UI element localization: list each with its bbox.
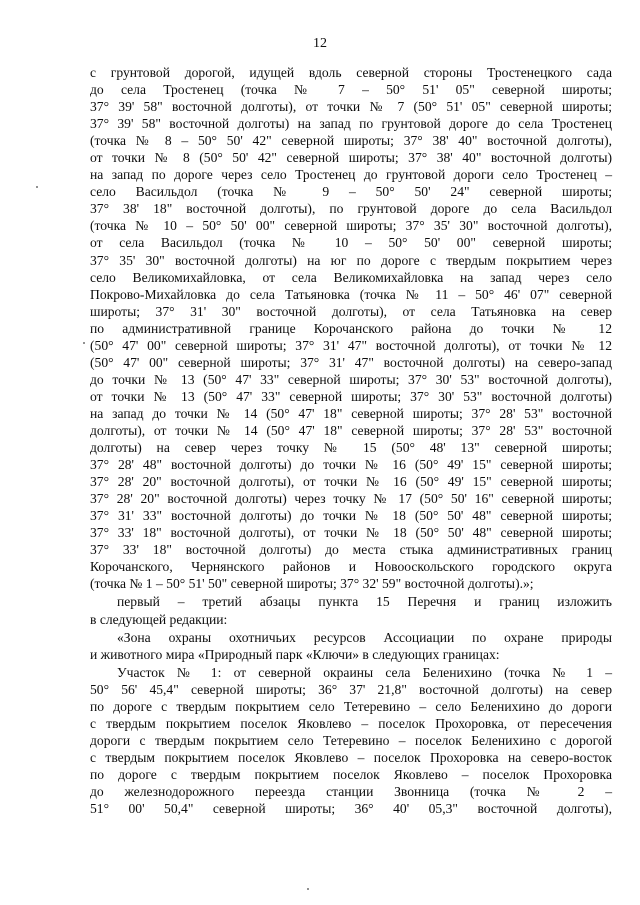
text-line: Участок № 1: от северной окраины села Беленихино (точка № 1 – bbox=[117, 664, 612, 680]
text-line: 37° 33' 18" восточной долготы), от точки № 18 (50° 50' 48" северной широты; bbox=[90, 525, 612, 541]
text-line: с твердым покрытием поселок Яковлево – поселок Прохоровка на северо-восток bbox=[90, 749, 612, 765]
text-line: (точка № 1 – 50° 51' 50" северной широты; 37° 32' 59" восточной долготы).»; bbox=[90, 576, 534, 592]
text-line: 37° 28' 20" восточной долготы) через точку № 17 (50° 50' 16" северной широты; bbox=[90, 491, 612, 507]
text-line: Корочанского, Чернянского районов и Новооскольского городского округа bbox=[90, 559, 612, 575]
text-line: до села Тростенец (точка № 7 – 50° 51' 05" северной широты; bbox=[90, 82, 612, 98]
text-line: 37° 28' 20" восточной долготы), от точки № 16 (50° 49' 15" северной широты; bbox=[90, 474, 612, 490]
text-line: (50° 47' 00" северной широты; 37° 31' 47" восточной долготы) на северо-запад bbox=[90, 354, 612, 370]
text-line: широты; 37° 31' 30" восточной долготы), от села Татьяновка на север bbox=[90, 303, 612, 319]
text-line: 51° 00' 50,4" северной широты; 36° 40' 05,3" восточной долготы), bbox=[90, 801, 612, 817]
text-line: по дороге с твердым покрытием село Тетеревино – село Беленихино до дороги bbox=[90, 698, 612, 714]
text-line: 37° 38' 18" восточной долготы), по грунтовой дороге до села Васильдол bbox=[90, 201, 612, 217]
text-line: 50° 56' 45,4" северной широты; 36° 37' 21,8" восточной долготы) на север bbox=[90, 681, 612, 697]
text-line: Покрово-Михайловка до села Татьяновка (точка № 11 – 50° 46' 07" северной bbox=[90, 286, 612, 302]
text-line: 37° 35' 30" восточной долготы) на юг по дороге с твердым покрытием через bbox=[90, 252, 612, 268]
page-number: 12 bbox=[313, 36, 327, 51]
scan-speck bbox=[83, 342, 85, 344]
text-line: первый – третий абзацы пункта 15 Перечня и границ изложить bbox=[117, 594, 612, 610]
text-line: село Великомихайловка, от села Великомихайловка на запад через село bbox=[90, 269, 612, 285]
text-line: от точки № 13 (50° 47' 33" северной широты; 37° 30' 53" восточной долготы) bbox=[90, 388, 612, 404]
text-line: «Зона охраны охотничьих ресурсов Ассоциации по охране природы bbox=[117, 629, 612, 645]
text-line: (точка № 8 – 50° 50' 42" северной широты; 37° 38' 40" восточной долготы), bbox=[90, 133, 612, 149]
text-line: (точка № 10 – 50° 50' 00" северной широты; 37° 35' 30" восточной долготы), bbox=[90, 218, 612, 234]
text-line: на запад до точки № 14 (50° 47' 18" северной широты; 37° 28' 53" восточной bbox=[90, 405, 612, 421]
text-line: на запад по дороге через село Тростенец до грунтовой дороги село Тростенец – bbox=[90, 167, 612, 183]
text-line: 37° 39' 58" восточной долготы) на запад по грунтовой дороге до села Тростенец bbox=[90, 116, 612, 132]
text-line: с твердым покрытием поселок Яковлево – поселок Прохоровка, от пересечения bbox=[90, 715, 612, 731]
text-line: по административной границе Корочанского района до точки № 12 bbox=[90, 320, 612, 336]
text-line: 37° 31' 33" восточной долготы) до точки № 18 (50° 50' 48" северной широты; bbox=[90, 508, 612, 524]
text-line: долготы) на север через точку № 15 (50° 48' 13" северной широты; bbox=[90, 440, 612, 456]
text-line: 37° 39' 58" восточной долготы), от точки № 7 (50° 51' 05" северной широты; bbox=[90, 99, 612, 115]
text-line: по дороге с твердым покрытием поселок Яковлево – поселок Прохоровка bbox=[90, 766, 612, 782]
scan-speck bbox=[36, 186, 38, 188]
text-line: до железнодорожного переезда станции Звонница (точка № 2 – bbox=[90, 783, 612, 799]
text-line: и животного мира «Природный парк «Ключи» в следующих границах: bbox=[90, 646, 500, 662]
text-line: 37° 28' 48" восточной долготы) до точки № 16 (50° 49' 15" северной широты; bbox=[90, 457, 612, 473]
text-line: долготы), от точки № 14 (50° 47' 18" северной широты; 37° 28' 53" восточной bbox=[90, 422, 612, 438]
text-line: в следующей редакции: bbox=[90, 611, 228, 627]
text-line: с грунтовой дорогой, идущей вдоль северной стороны Тростенецкого сада bbox=[90, 65, 612, 80]
text-line: от точки № 8 (50° 50' 42" северной широты; 37° 38' 40" восточной долготы) bbox=[90, 150, 612, 166]
scan-speck bbox=[307, 888, 309, 890]
text-line: дороги с твердым покрытием село Тетеревино – поселок Беленихино с дорогой bbox=[90, 732, 612, 748]
document-body bbox=[90, 64, 612, 817]
text-line: от села Васильдол (точка № 10 – 50° 50' 00" северной широты; bbox=[90, 235, 612, 251]
text-line: село Васильдол (точка № 9 – 50° 50' 24" северной широты; bbox=[90, 184, 612, 200]
text-line: до точки № 13 (50° 47' 33" северной широты; 37° 30' 53" восточной долготы), bbox=[90, 371, 612, 387]
text-line: (50° 47' 00" северной широты; 37° 31' 47" восточной долготы), от точки № 12 bbox=[90, 337, 612, 353]
text-line: 37° 33' 18" восточной долготы) до места стыка административных границ bbox=[90, 542, 612, 558]
